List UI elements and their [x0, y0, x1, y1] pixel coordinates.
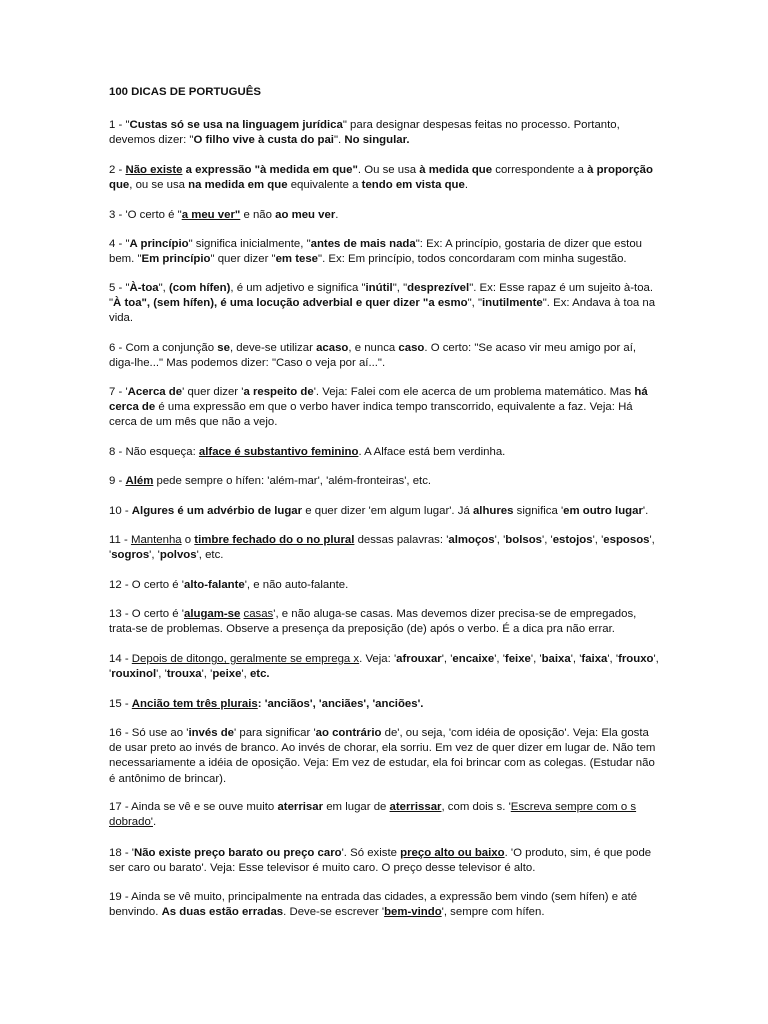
- text-run: a respeito de: [243, 386, 314, 398]
- text-run: ' para significar ': [234, 727, 316, 739]
- text-run: equivalente a: [287, 179, 362, 192]
- text-run: bolsos: [505, 534, 543, 546]
- text-run: ', ': [201, 668, 213, 681]
- text-run: ',: [241, 668, 250, 681]
- tip-2: [109, 163, 661, 193]
- text-run: Mantenha: [130, 534, 182, 546]
- text-run: 2 -: [109, 164, 126, 176]
- text-run: . 'O produto, sim, é que pode ser caro ou barato'. Veja: Esse televisor é muito caro. O preço desse televisor é alto.: [109, 847, 652, 875]
- text-run: 13 - O certo é ': [109, 608, 184, 620]
- text-run: antes de mais nada: [310, 238, 416, 250]
- text-run: 1 - ": [109, 119, 130, 131]
- text-run: ao contrário: [315, 727, 382, 739]
- text-run: 15 -: [109, 698, 132, 710]
- text-run: bem-vindo: [384, 906, 442, 919]
- text-run: invés de: [188, 727, 235, 739]
- text-run: O filho vive à custa do pai: [193, 134, 334, 147]
- text-run: baixa: [541, 653, 571, 665]
- text-run: As duas estão erradas: [161, 906, 284, 919]
- text-run: peixe: [212, 668, 242, 681]
- tip-19: [109, 890, 661, 920]
- text-run: .: [152, 816, 157, 829]
- text-run: ', etc.: [196, 549, 224, 562]
- text-run: ' quer dizer ': [182, 386, 244, 398]
- tip-6: [109, 341, 661, 371]
- text-run: acaso: [316, 342, 349, 354]
- text-run: 16 - Só use ao ': [109, 727, 189, 739]
- text-run: ', sempre com hífen.: [441, 906, 545, 919]
- text-run: alto-falante: [183, 579, 245, 591]
- text-run: Além: [125, 475, 154, 487]
- text-run: ', ': [494, 653, 505, 665]
- text-run: à medida que: [419, 164, 493, 176]
- tip-3: [109, 208, 661, 223]
- text-run: 19 - Ainda se vê muito, principalmente na entrada das cidades, a expressão bem vindo (sem hífen) e até benvindo.: [109, 891, 638, 919]
- text-run: (com hífen): [169, 282, 231, 294]
- text-run: alface é substantivo feminino: [198, 446, 359, 458]
- text-run: À toa", (sem hífen), é uma locução adverbial e quer dizer "a esmo: [113, 297, 468, 310]
- text-run: , é um adjetivo e significa ": [230, 282, 366, 294]
- text-run: sogros: [111, 549, 150, 562]
- text-run: polvos: [159, 549, 197, 562]
- text-run: Custas só se usa na linguagem jurídica: [129, 119, 343, 131]
- text-run: '. Só existe: [341, 847, 401, 859]
- tip-7: [109, 385, 661, 431]
- text-run: aterrissar: [389, 801, 442, 813]
- tip-14: [109, 652, 661, 682]
- text-run: . Veja: ': [359, 653, 397, 665]
- text-run: é uma expressão em que o verbo haver indica tempo transcorrido, equivalente a faz. Veja: Há cerca de um mês que não a vejo.: [109, 401, 633, 429]
- text-run: feixe: [504, 653, 531, 665]
- text-run: faixa: [581, 653, 608, 665]
- text-run: esposos: [603, 534, 650, 546]
- text-run: estojos: [552, 534, 593, 546]
- text-run: '.: [642, 505, 649, 517]
- text-run: ', ': [494, 534, 506, 546]
- text-run: se: [217, 342, 230, 354]
- text-run: ', ': [570, 653, 582, 665]
- text-run: ', ': [156, 668, 167, 681]
- text-run: o: [181, 534, 195, 546]
- text-run: e não: [240, 209, 276, 221]
- text-run: Não existe preço barato ou preço caro: [133, 847, 342, 859]
- text-run: , com dois s. ': [441, 801, 511, 813]
- text-run: ', ': [109, 534, 655, 562]
- text-run: , ou se usa: [129, 179, 189, 192]
- text-run: ". Ex: Andava à toa na vida.: [109, 297, 656, 325]
- text-run: 6 - Com a conjunção: [109, 342, 218, 354]
- text-run: ". Ex: Esse rapaz é um sujeito à-toa. ": [109, 282, 654, 310]
- text-run: caso: [398, 342, 425, 354]
- text-run: trouxa: [166, 668, 202, 681]
- tip-10: [109, 504, 661, 519]
- tip-4: [109, 237, 661, 267]
- tip-12: [109, 578, 661, 593]
- text-run: ao meu ver: [275, 209, 336, 221]
- text-run: dessas palavras: ': [354, 534, 449, 546]
- text-run: Acerca de: [127, 386, 183, 398]
- text-run: .: [335, 209, 339, 221]
- text-run: 18 - ': [109, 847, 134, 859]
- text-run: " significa inicialmente, ": [188, 238, 311, 250]
- text-run: Em princípio: [141, 253, 211, 266]
- text-run: .: [464, 179, 469, 192]
- text-run: significa ': [513, 505, 564, 517]
- text-run: ". Ex: Em princípio, todos concordaram com minha sugestão.: [318, 253, 627, 266]
- text-run: 11 -: [109, 534, 131, 546]
- text-run: alugam-se: [183, 608, 241, 620]
- text-run: à proporção que: [109, 164, 653, 192]
- page-title: 100 DICAS DE PORTUGUÊS: [109, 86, 261, 98]
- text-run: pede sempre o hífen: 'além-mar', 'além-fronteiras', etc.: [153, 475, 432, 487]
- text-run: . A Alface está bem verdinha.: [358, 446, 506, 458]
- text-run: A princípio: [129, 238, 189, 250]
- text-run: timbre fechado do o no plural: [194, 534, 355, 546]
- tip-18: [109, 846, 661, 876]
- tip-9: [109, 474, 661, 489]
- text-run: Depois de ditongo, geralmente se emprega x: [131, 653, 360, 665]
- tip-13: [109, 607, 661, 637]
- tip-5: [109, 281, 661, 327]
- text-run: , e nunca: [348, 342, 399, 354]
- text-run: em outro lugar: [563, 505, 643, 517]
- text-run: tendo em vista que: [361, 179, 465, 192]
- text-run: a expressão "à medida em que": [182, 164, 358, 176]
- text-run: Escreva sempre com o s dobrado': [109, 801, 637, 829]
- text-run: rouxinol: [111, 668, 157, 681]
- text-run: ', ': [149, 549, 160, 562]
- text-run: ', ': [109, 653, 659, 681]
- text-run: No singular.: [344, 134, 410, 147]
- text-run: . O certo: "Se acaso vir meu amigo por aí, diga-lhe..." Mas podemos dizer: "Caso o veja por aí...".: [109, 342, 637, 370]
- text-run: À-toa: [129, 282, 159, 294]
- text-run: . Ou se usa: [357, 164, 420, 176]
- text-run: ": Ex: A princípio, gostaria de dizer que estou bem. ": [109, 238, 643, 266]
- text-run: 10 -: [109, 505, 132, 517]
- text-run: a meu ver": [181, 209, 241, 221]
- text-run: em lugar de: [323, 801, 390, 813]
- text-run: " para designar despesas feitas no processo. Portanto, devemos dizer: ": [109, 119, 620, 147]
- text-run: alhures: [472, 505, 514, 517]
- text-run: '. Veja: Falei com ele acerca de um problema matemático. Mas: [313, 386, 635, 398]
- text-run: ", ": [467, 297, 482, 310]
- text-run: ', ': [607, 653, 619, 665]
- text-run: 9 -: [109, 475, 126, 487]
- tip-11: [109, 533, 661, 563]
- text-run: Ancião tem três plurais: [131, 698, 258, 710]
- text-run: 5 - ": [109, 282, 130, 294]
- text-run: casas: [243, 608, 274, 620]
- text-run: ".: [333, 134, 345, 147]
- tip-1: [109, 118, 661, 148]
- text-run: em tese: [275, 253, 319, 266]
- text-run: inútil: [365, 282, 393, 294]
- text-run: almoços: [448, 534, 495, 546]
- text-run: frouxo: [618, 653, 654, 665]
- tip-8: [109, 445, 661, 460]
- text-run: 12 - O certo é ': [109, 579, 184, 591]
- text-run: desprezível: [407, 282, 470, 294]
- text-run: afrouxar: [396, 653, 442, 665]
- text-run: 4 - ": [109, 238, 130, 250]
- text-run: ', e não auto-falante.: [244, 579, 349, 591]
- text-run: ",: [158, 282, 169, 294]
- text-run: ', e não aluga-se casas. Mas devemos dizer precisa-se de empregados, trata-se de problemas. Observe a presença da preposição (de) após o verbo. É a dica pra não errar.: [109, 608, 637, 636]
- text-run: , deve-se utilizar: [229, 342, 317, 354]
- text-run: 3 - 'O certo é ": [109, 209, 182, 221]
- text-run: 14 -: [109, 653, 132, 665]
- text-run: aterrisar: [277, 801, 324, 813]
- text-run: ', ': [441, 653, 453, 665]
- text-run: encaixe: [452, 653, 495, 665]
- text-run: ', ': [592, 534, 604, 546]
- tip-15: [109, 697, 661, 712]
- tip-16: [109, 726, 661, 787]
- text-run: etc.: [249, 668, 270, 681]
- text-run: : 'anciãos', 'anciães', 'anciões'.: [257, 698, 424, 710]
- text-run: e quer dizer 'em algum lugar'. Já: [302, 505, 473, 517]
- text-run: 17 - Ainda se vê e se ouve muito: [109, 801, 278, 813]
- text-run: preço alto ou baixo: [400, 847, 505, 859]
- text-run: ', ': [542, 534, 553, 546]
- text-run: de', ou seja, 'com idéia de oposição'. Veja: Ela gosta de usar preto ao invés de branco. Ao invés de chorar, ela sorriu. Em vez de quer dizer em lugar de. Não tem necessariamente a idéia de oposição. Veja: Em vez de estudar, ela foi brincar com as colegas. (Estudar não é antônimo de brincar).: [109, 727, 656, 785]
- text-run: na medida em que: [188, 179, 288, 192]
- text-run: correspondente a: [492, 164, 588, 176]
- text-run: Algures é um advérbio de lugar: [131, 505, 303, 517]
- text-run: ", ": [392, 282, 408, 294]
- text-run: Não existe: [125, 164, 183, 176]
- text-run: inutilmente: [482, 297, 543, 310]
- text-run: " quer dizer ": [210, 253, 276, 266]
- text-run: 7 - ': [109, 386, 128, 398]
- text-run: há cerca de: [109, 386, 648, 414]
- text-run: 8 - Não esqueça:: [109, 446, 199, 458]
- tip-17: [109, 800, 661, 830]
- text-run: . Deve-se escrever ': [283, 906, 385, 919]
- text-run: ', ': [530, 653, 542, 665]
